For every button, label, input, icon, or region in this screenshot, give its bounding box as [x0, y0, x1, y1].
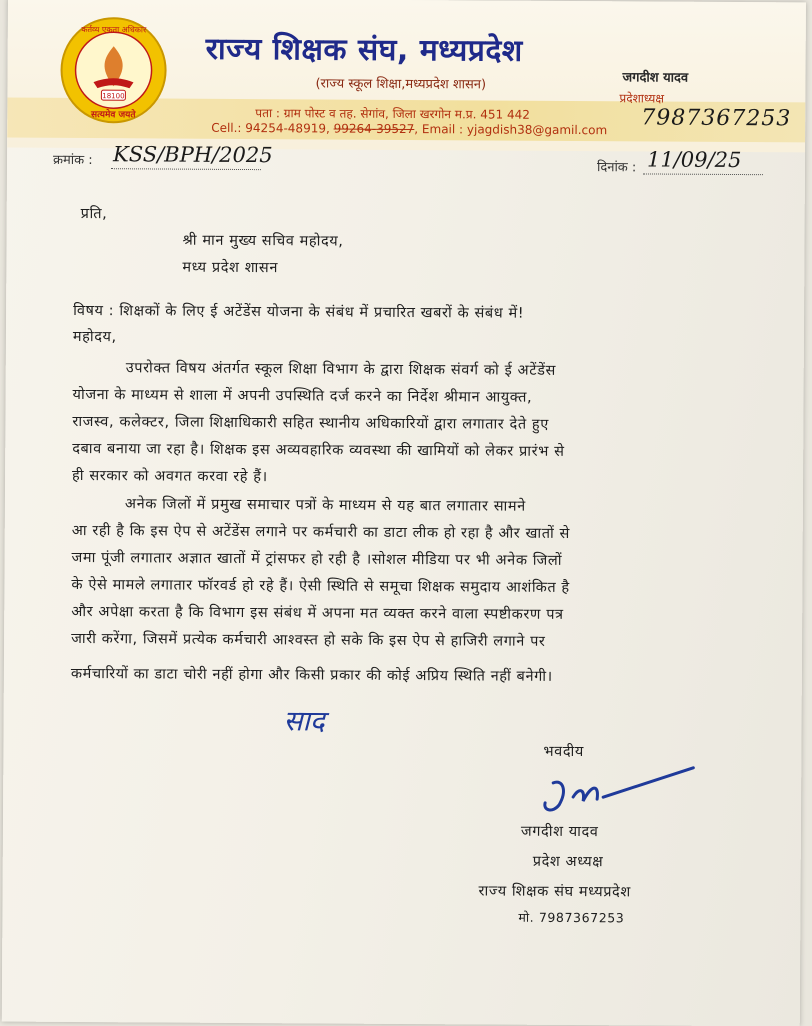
contact-struck-phone: 99264-39527 [333, 121, 415, 137]
paragraph-2-line: और अपेक्षा करता है कि विभाग इस संबंध में अपना मत व्यक्त करने वाला स्पष्टीकरण पत्र [71, 603, 564, 623]
paragraph-2-line: के ऐसे मामले लगातार फॉरवर्ड हो रहे हैं। ऐसी स्थिति से समूचा शिक्षक समुदाय आशंकित है [71, 576, 570, 597]
organization-subtitle: (राज्य स्कूल शिक्षा,मध्यप्रदेश शासन) [315, 76, 487, 93]
subject-line: विषय : शिक्षकों के लिए ई अटेंडेंस योजना के संबंध में प्रचारित खबरों के संबंध में! [73, 302, 525, 322]
signatory-title: प्रदेश अध्यक्ष [532, 853, 604, 871]
reference-label: क्रमांक : [52, 152, 93, 169]
logo-motto: सत्यमेव जयते [91, 110, 136, 121]
logo-top-text: कर्तव्य एकता अधिकार [81, 25, 147, 35]
recipient-line-2: मध्य प्रदेश शासन [182, 259, 279, 277]
recipient-line-1: श्री मान मुख्य सचिव महोदय, [182, 232, 344, 250]
paragraph-1-line: योजना के माध्यम से शाला में अपनी उपस्थिति दर्ज करने का निर्देश श्रीमान आयुक्त, [72, 386, 533, 406]
paragraph-1-line: ही सरकार को अवगत करवा रहे हैं। [72, 467, 268, 486]
reference-dotline [111, 168, 261, 170]
contact-phone: Cell.: 94254-48919, [211, 120, 330, 136]
handwritten-annotation: साद [283, 704, 325, 738]
logo-number: 18100 [102, 92, 125, 101]
organization-name: राज्य शिक्षक संघ, मध्यप्रदेश [205, 31, 523, 69]
letter-paper [2, 0, 806, 1026]
date-label: दिनांक : [596, 160, 637, 176]
valediction: भवदीय [543, 743, 584, 761]
paragraph-1-line: उपरोक्त विषय अंतर्गत स्कूल शिक्षा विभाग के द्वारा शिक्षक संवर्ग को ई अटेंडेंस [125, 360, 556, 379]
paragraph-2-line: जारी करेंगा, जिसमें प्रत्येक कर्मचारी आश्वस्त हो सके कि इस ऐप से हाजिरी लगाने पर [71, 630, 546, 650]
organization-logo [59, 16, 168, 125]
president-title: प्रदेशाध्यक्ष [619, 91, 664, 106]
reference-number: KSS/BPH/2025 [112, 142, 273, 168]
paragraph-2-line: आ रही है कि इस ऐप से अटेंडेंस लगाने पर कर्मचारी का डाटा लीक हो रहा है और खातों से [71, 522, 571, 543]
prati: प्रति, [80, 206, 108, 223]
paragraph-2-line: अनेक जिलों में प्रमुख समाचार पत्रों के माध्यम से यह बात लगातार सामने [124, 496, 526, 515]
signatory-mobile: मो. 7987367253 [518, 909, 625, 926]
signatory-organization: राज्य शिक्षक संघ मध्यप्रदेश [478, 883, 631, 901]
date-dotline [643, 173, 763, 175]
president-name: जगदीश यादव [622, 70, 689, 86]
contact-line [211, 121, 607, 137]
address-line: पता : ग्राम पोस्ट व तह. सेगांव, जिला खरगोन म.प्र. 451 442 [255, 106, 530, 122]
handwritten-phone: 7987367253 [641, 105, 792, 132]
date-value: 11/09/25 [646, 147, 742, 173]
signatory-name: जगदीश यादव [520, 823, 599, 841]
paragraph-2-line: कर्मचारियों का डाटा चोरी नहीं होगा और किसी प्रकार की कोई अप्रिय स्थिति नहीं बनेगी। [70, 665, 553, 685]
paragraph-1-line: दबाव बनाया जा रहा है। शिक्षक इस अव्यवहारिक व्यवस्था की खामियों को लेकर प्रारंभ से [72, 440, 565, 460]
paragraph-1-line: राजस्व, कलेक्टर, जिला शिक्षाधिकारी सहित स्थानीय अधिकारियों द्वारा लगातार देते हुए [72, 413, 549, 433]
paragraph-2-line: जमा पूंजी लगातार अज्ञात खातों में ट्रांसफर हो रही है ।सोशल मीडिया पर भी अनेक जिलों [71, 549, 563, 569]
signature-graphic [533, 761, 703, 822]
contact-email: , Email : yjagdish38@gamil.com [414, 122, 608, 138]
salutation: महोदय, [72, 328, 117, 346]
